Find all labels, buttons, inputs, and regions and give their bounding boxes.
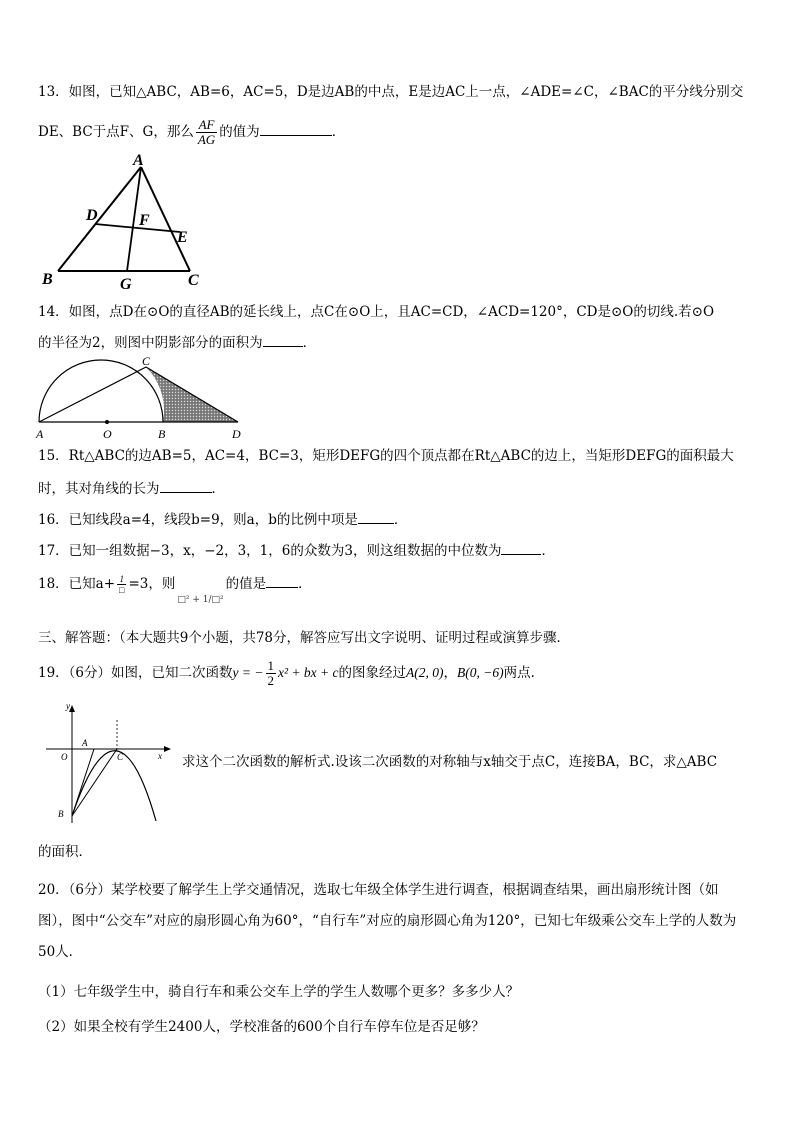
q18-fraction [117, 574, 126, 595]
q20-line1: 20．（6分）某学校要了解学生上学交通情况，选取七年级全体学生进行调查，根据调查结果，画出扇形统计图（如 [38, 882, 719, 898]
q16-answer-blank [358, 509, 394, 524]
q17-answer-blank [501, 540, 541, 555]
q14-answer-blank [263, 332, 303, 347]
q14-label-C: C [142, 354, 151, 368]
q13-label-D: D [86, 207, 98, 224]
q19-side-text: 求这个二次函数的解析式.设该二次函数的对称轴与x轴交于点C，连接BA，BC，求△ABC [182, 754, 718, 770]
q20-line3: 50人． [38, 944, 83, 960]
q16-line [38, 509, 407, 530]
q19-mid: 的图象经过 [338, 665, 406, 681]
q14-label-B: B [158, 427, 166, 441]
q14-line1: 14．如图，点D在⊙O的直径AB的延长线上，点C在⊙O上，且AC=CD，∠ACD=120°，CD是⊙O的切线.若⊙O [38, 304, 715, 320]
q19-post: 两点． [503, 665, 545, 681]
q15-answer-blank [160, 478, 212, 493]
q13-frac-den: AG [197, 132, 216, 147]
q14-label-A: A [36, 427, 44, 441]
q13-label-E: E [177, 229, 188, 246]
q14-label-D: D [232, 427, 241, 441]
q19-func-rhs: x² + bx + c [278, 665, 339, 680]
q14-line2 [38, 332, 316, 353]
q20-line2: 图），图中“公交车”对应的扇形圆心角为60°，“自行车”对应的扇形圆心角为120°，已知七年级乘公交车上学的人数为 [38, 913, 737, 929]
q14-label-O: O [103, 427, 112, 441]
q19-func-lhs: y = − [232, 665, 264, 680]
q19-label-C: C [117, 752, 124, 762]
q18-line [38, 573, 312, 605]
q14-line2-text: 的半径为2，则图中阴影部分的面积为 [38, 335, 263, 351]
q15-line2-text: 时，其对角线的长为 [38, 481, 160, 497]
q19-label-A: A [82, 738, 88, 748]
q14-circle-figure [36, 355, 251, 445]
q13-label-F: F [139, 212, 150, 229]
q18-answer-blank [266, 573, 298, 588]
q13-label-C: C [188, 272, 199, 289]
q17-text: 17．已知一组数据−3，x，−2，3，1，6的众数为3，则这组数据的中位数为 [38, 543, 502, 559]
q13-label-G: G [120, 276, 132, 293]
q20-sub1: （1）七年级学生中，骑自行车和乘公交车上学的学生人数哪个更多？多多少人？ [38, 984, 520, 1000]
q14-line2-end: ． [302, 335, 317, 351]
q18-frac-num: 1 [117, 574, 126, 585]
q19-frac-num: 1 [267, 658, 274, 673]
q13-frac-num: AF [196, 118, 217, 133]
q13-answer-blank [260, 121, 332, 136]
q13-line1: 13．如图，已知△ABC，AB=6，AC=5，D是边AB的中点，E是边AC上一点，∠ADE=∠C，∠BAC的平分线分别交 [38, 84, 744, 100]
q13-triangle-figure [38, 150, 208, 293]
q13-label-B: B [42, 271, 53, 288]
q16-text: 16．已知线段a=4，线段b=9，则a，b的比例中项是 [38, 512, 358, 528]
q15-line1: 15．Rt△ABC的边AB=5，AC=4，BC=3，矩形DEFG的四个顶点都在Rt△ABC的边上，当矩形DEFG的面积最大 [38, 448, 734, 464]
q13-line2-post: 的值为 [219, 124, 260, 140]
q19-pre: 19．（6分）如图，已知二次函数 [38, 665, 233, 681]
q13-line2 [38, 118, 345, 147]
q15-line2-end: ． [211, 481, 225, 497]
q19-label-y: y [66, 701, 70, 711]
q18-frac-den: □ [119, 585, 125, 595]
q19-point-B: B(0, −6) [457, 665, 504, 680]
q16-end: ． [393, 512, 408, 528]
q18-end: ． [298, 576, 312, 592]
q19-label-x: x [158, 751, 162, 761]
q18-mid: =3，则 [128, 576, 176, 592]
q19-label-B: B [58, 809, 64, 819]
q17-line [38, 540, 555, 561]
q19-tail: 的面积． [38, 844, 92, 860]
q13-fraction [196, 118, 217, 147]
q13-label-A: A [133, 152, 144, 169]
q20-sub2: （2）如果全校有学生2400人，学校准备的600个自行车停车位是否足够？ [38, 1019, 485, 1035]
q13-line2-end: ． [331, 124, 346, 140]
q18-post: 的值是 [225, 576, 267, 592]
q19-frac-den: 2 [267, 673, 274, 688]
q19-point-A: A(2, 0) [406, 665, 444, 680]
q13-line2-pre: DE、BC于点F、G，那么 [38, 124, 194, 140]
q18-expr: □² + 1/□² [177, 595, 224, 605]
q19-label-O: O [61, 752, 68, 762]
q19-line1 [38, 659, 544, 688]
q19-sep: ， [443, 665, 457, 681]
section3-heading: 三、解答题：（本大题共9个小题，共78分，解答应写出文字说明、证明过程或演算步骤． [38, 630, 571, 646]
q15-line2 [38, 478, 225, 499]
q18-pre: 18．已知a+ [38, 576, 116, 592]
q19-parabola-figure [44, 703, 174, 828]
q19-fraction [266, 659, 277, 688]
q17-end: ． [541, 543, 555, 559]
